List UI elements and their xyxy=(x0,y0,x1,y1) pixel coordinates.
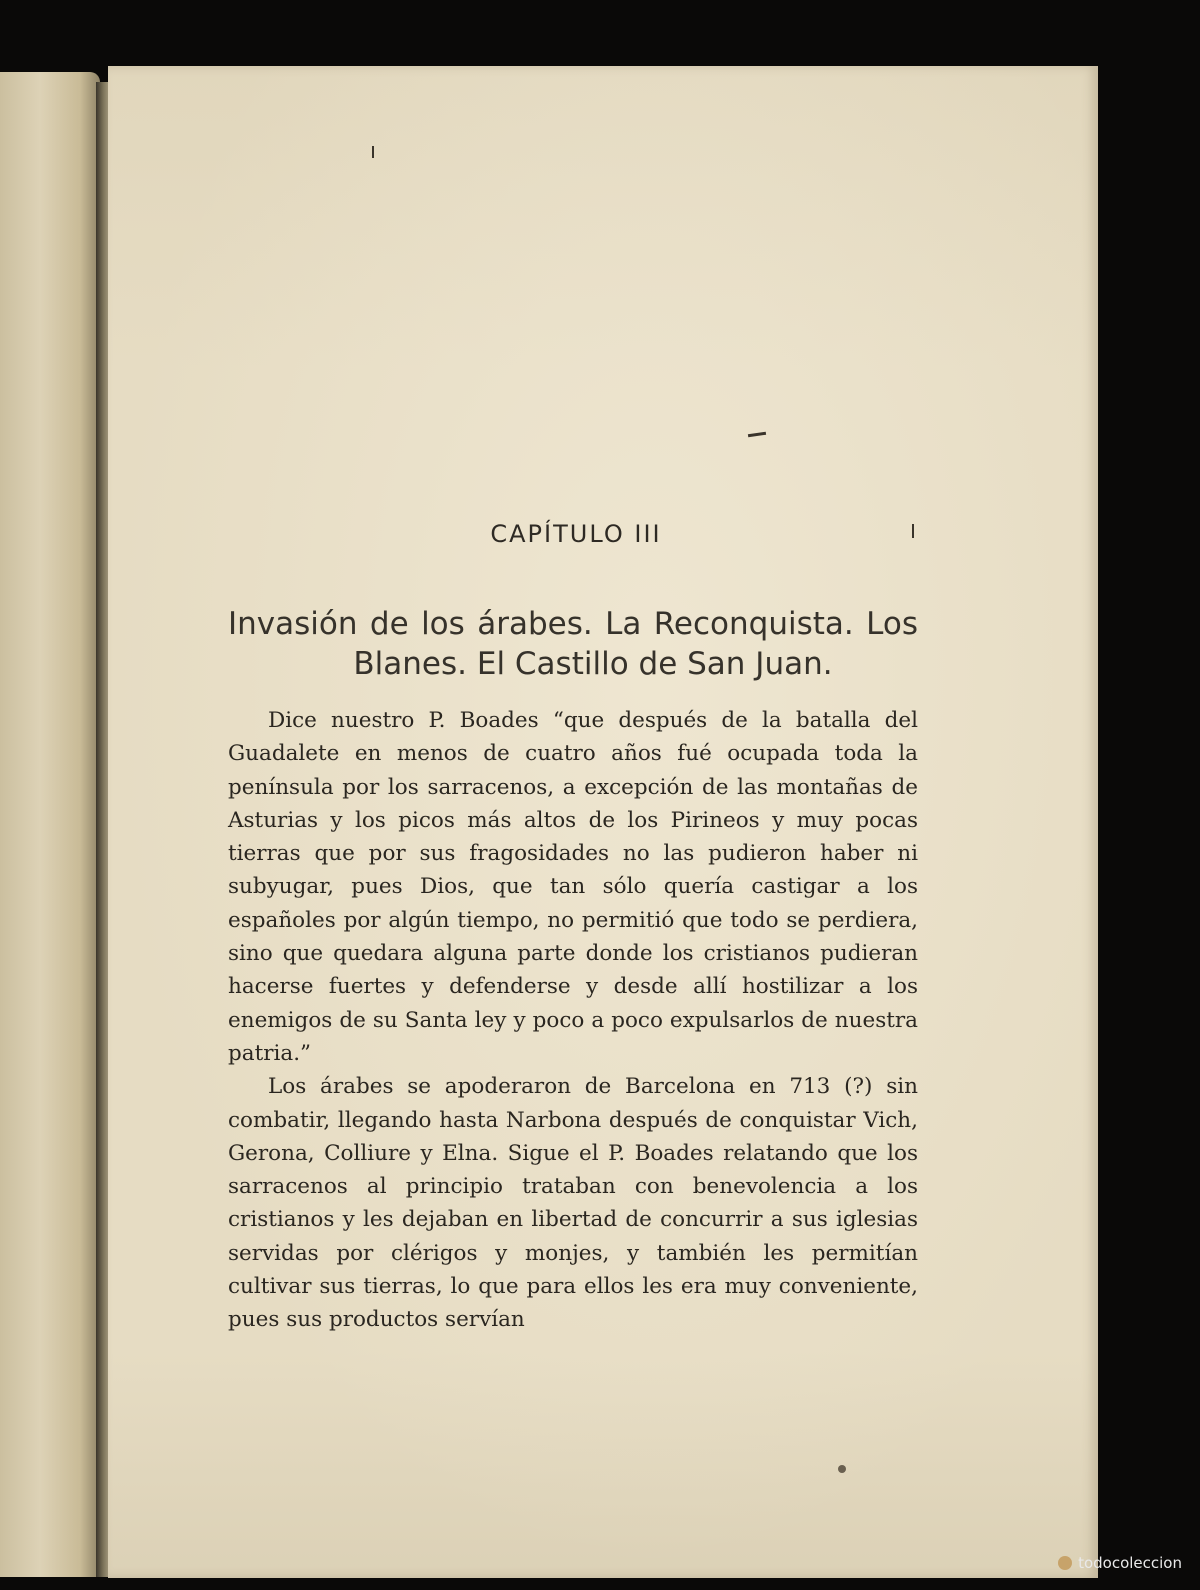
body-text xyxy=(228,704,918,1337)
paragraph: Dice nuestro P. Boades “que después de la batalla del Guadalete en menos de cuatro años fué ocupada toda la península por los sarracenos, a excepción de las montañas de Asturias y los picos más altos de los Pirineos y muy pocas tierras que por sus fragosidades no las pudieron haber ni subyugar, pues Dios, que tan sólo quería castigar a los españoles por algún tiempo, no permitió que todo se perdiera, sino que quedara alguna parte donde los cristianos pudieran hacerse fuertes y defenderse y desde allí hostilizar a los enemigos de su Santa ley y poco a poco expulsarlos de nuestra patria.” xyxy=(228,708,918,1066)
chapter-heading: CAPÍTULO III xyxy=(490,520,662,548)
chapter-title-line-2: Blanes. El Castillo de San Juan. xyxy=(353,646,833,682)
stray-mark xyxy=(372,146,374,158)
watermark xyxy=(1058,1554,1182,1572)
chapter-title-line-1: Invasión de los árabes. La Reconquista. Los xyxy=(228,606,918,642)
watermark-text: todocoleccion xyxy=(1078,1554,1182,1572)
left-page-edge xyxy=(0,72,100,1577)
chapter-title xyxy=(228,604,918,684)
watermark-logo-icon xyxy=(1058,1556,1072,1570)
paragraph: Los árabes se apoderaron de Barcelona en 713 (?) sin combatir, llegando hasta Narbona después de conquistar Vich, Gerona, Colliure y Elna. Sigue el P. Boades relatando que los sarracenos al principio trataban con benevolencia a los cristianos y les dejaban en libertad de concurrir a sus iglesias servidas por clérigos y monjes, y también les permitían cultivar sus tierras, lo que para ellos les era muy conveniente, pues sus productos servían xyxy=(228,1074,918,1333)
stray-mark xyxy=(838,1465,846,1473)
